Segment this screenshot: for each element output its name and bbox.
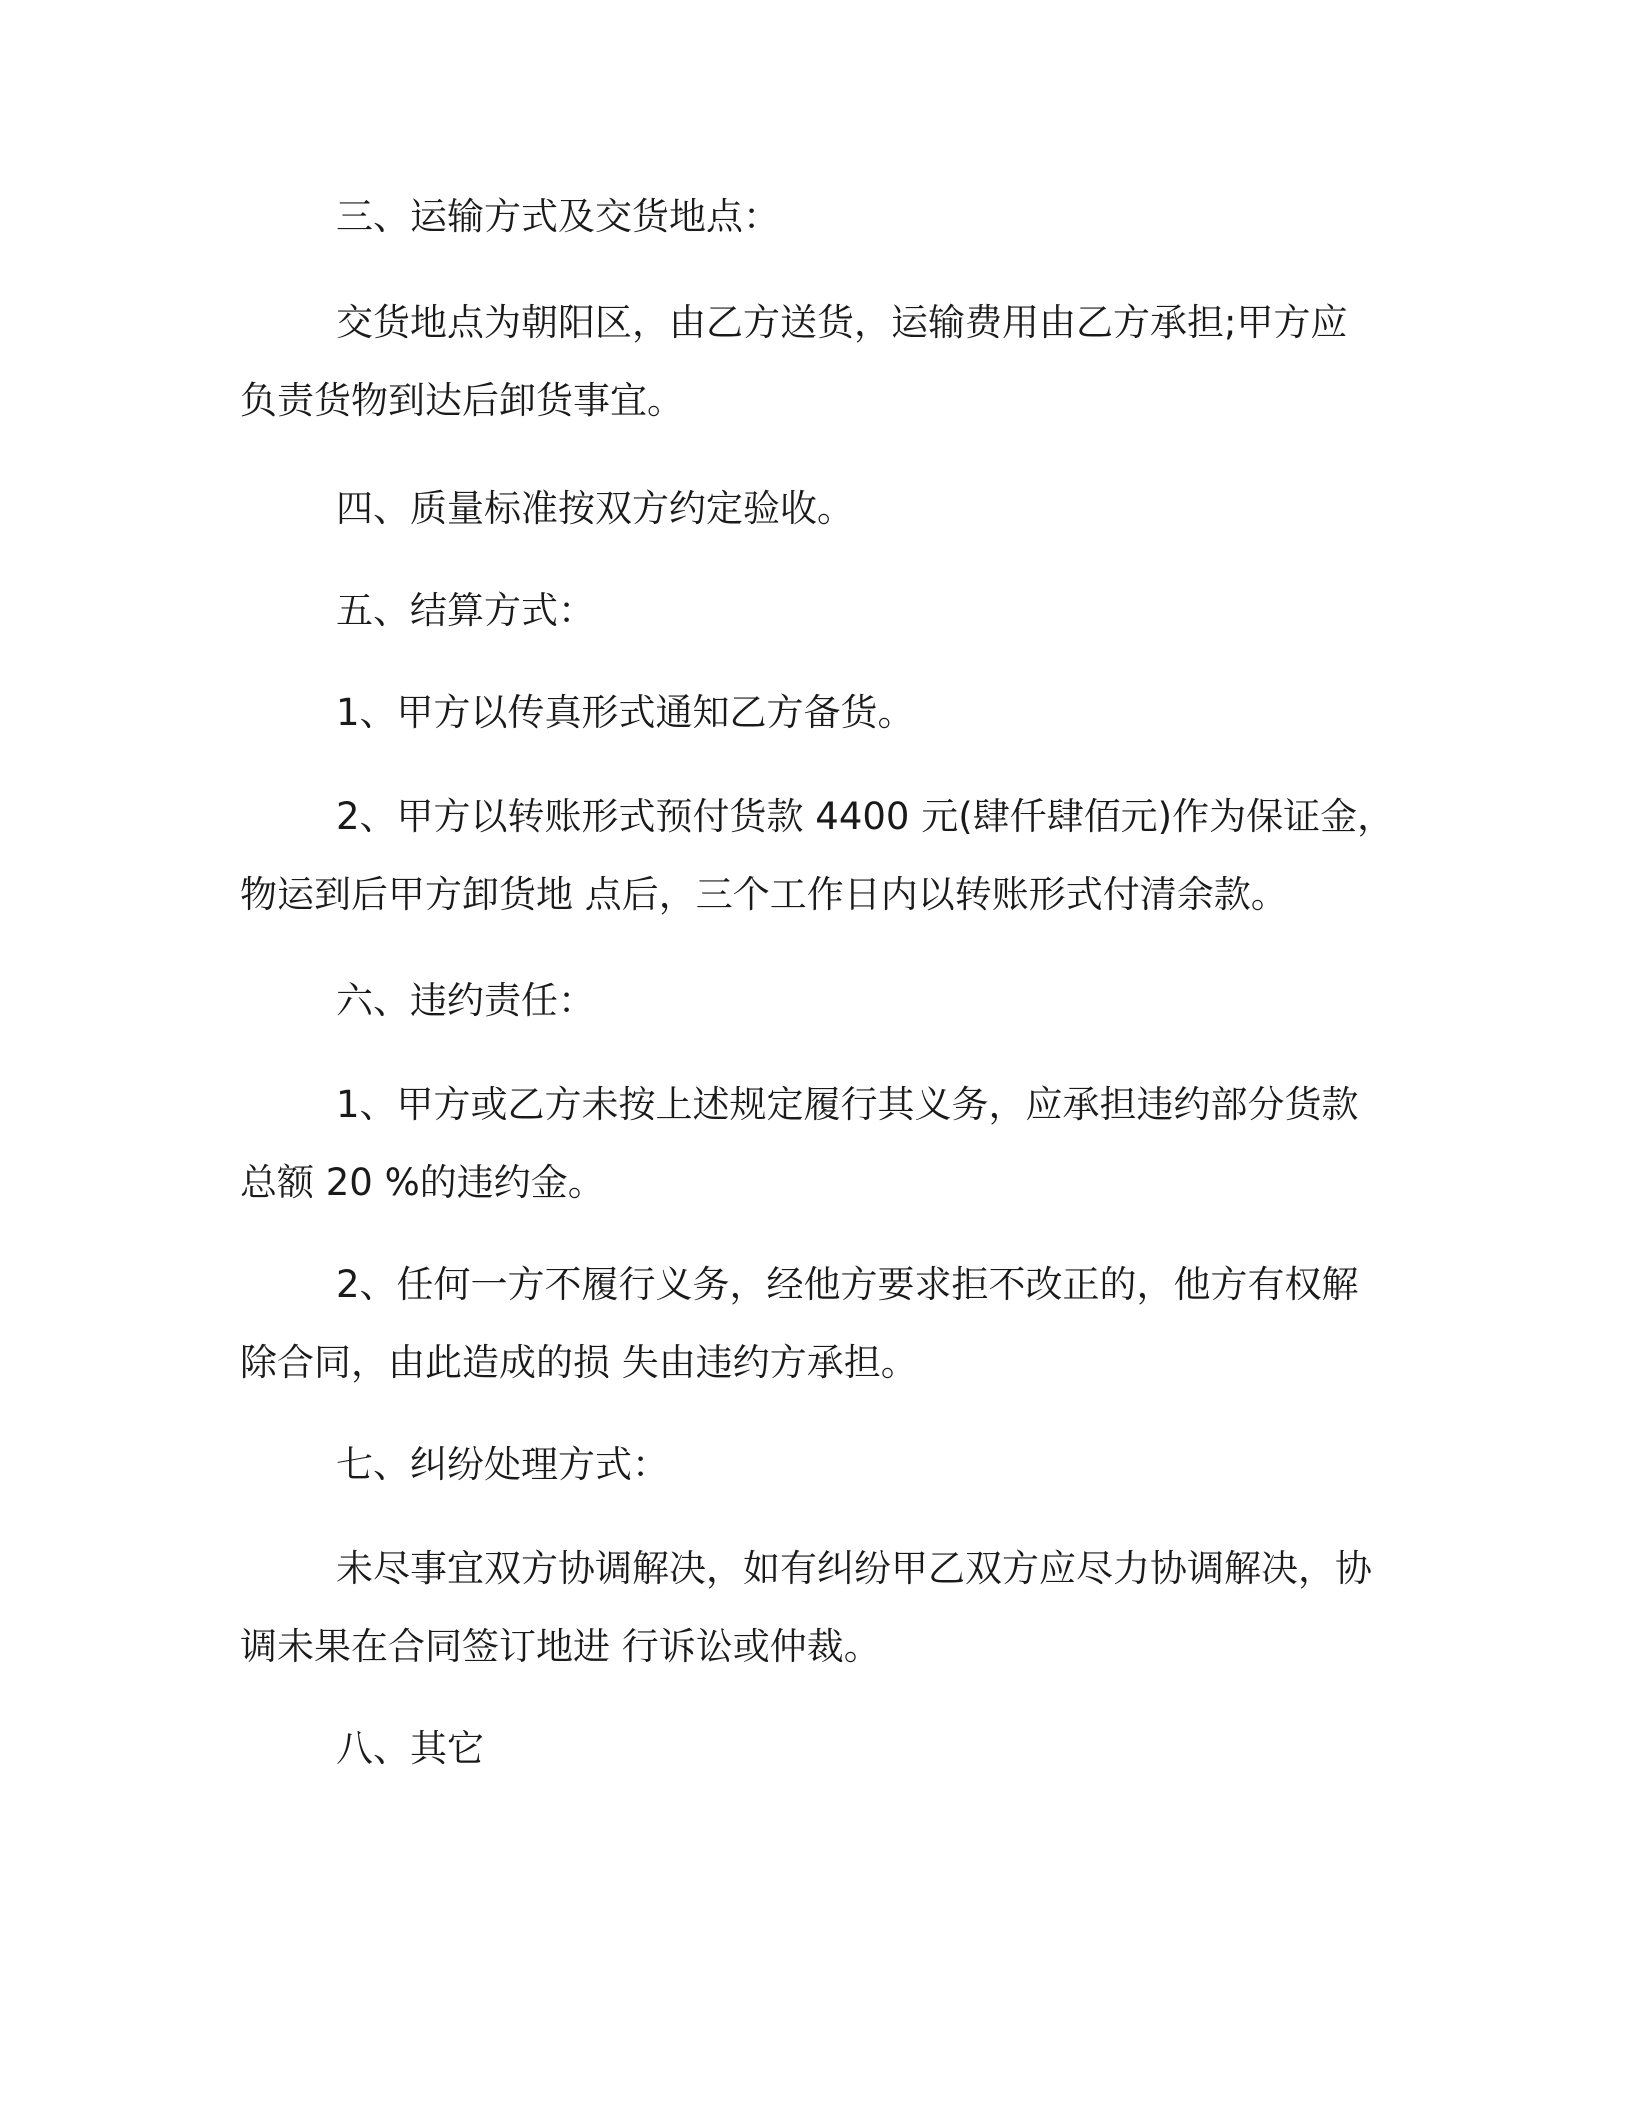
text-line: 七、纠纷处理方式： [336, 1443, 669, 1486]
section-5-heading [240, 572, 1375, 650]
section-3-heading [240, 178, 1375, 256]
text-line: 负责货物到达后卸货事宜。 [240, 379, 684, 422]
section-5-item-1 [240, 674, 1375, 752]
section-3-body [240, 284, 1375, 440]
text-line: 除合同，由此造成的损 失由违约方承担。 [240, 1341, 918, 1384]
text-line: 调未果在合同签订地进 行诉讼或仲裁。 [240, 1625, 881, 1668]
text-line: 四、质量标准按双方约定验收。 [336, 487, 854, 530]
section-6-heading [240, 962, 1375, 1040]
text-line: 物运到后甲方卸货地 点后，三个工作日内以转账形式付清余款。 [240, 873, 1288, 916]
text-line: 总额 20 %的违约金。 [240, 1161, 605, 1204]
text-line: 1、甲方或乙方未按上述规定履行其义务，应承担违约部分货款 [336, 1083, 1359, 1126]
section-6-item-1 [240, 1066, 1375, 1222]
text-line: 五、结算方式： [336, 589, 595, 632]
text-line: 六、违约责任： [336, 979, 595, 1022]
section-7-body [240, 1530, 1375, 1686]
section-5-item-2 [240, 778, 1395, 934]
section-4-heading [240, 470, 1375, 548]
text-line: 2、任何一方不履行义务，经他方要求拒不改正的，他方有权解 [336, 1263, 1359, 1306]
section-6-item-2 [240, 1246, 1375, 1402]
text-line: 交货地点为朝阳区，由乙方送货，运输费用由乙方承担;甲方应 [336, 301, 1348, 344]
section-7-heading [240, 1426, 1375, 1504]
text-line: 2、甲方以转账形式预付货款 4400 元(肆仟肆佰元)作为保证金， [336, 795, 1395, 838]
text-line: 八、其它 [336, 1727, 484, 1770]
text-line: 三、运输方式及交货地点： [336, 195, 780, 238]
text-line: 1、甲方以传真形式通知乙方备货。 [336, 691, 915, 734]
section-8-heading [240, 1710, 1375, 1788]
text-line: 未尽事宜双方协调解决，如有纠纷甲乙双方应尽力协调解决，协 [336, 1547, 1372, 1590]
